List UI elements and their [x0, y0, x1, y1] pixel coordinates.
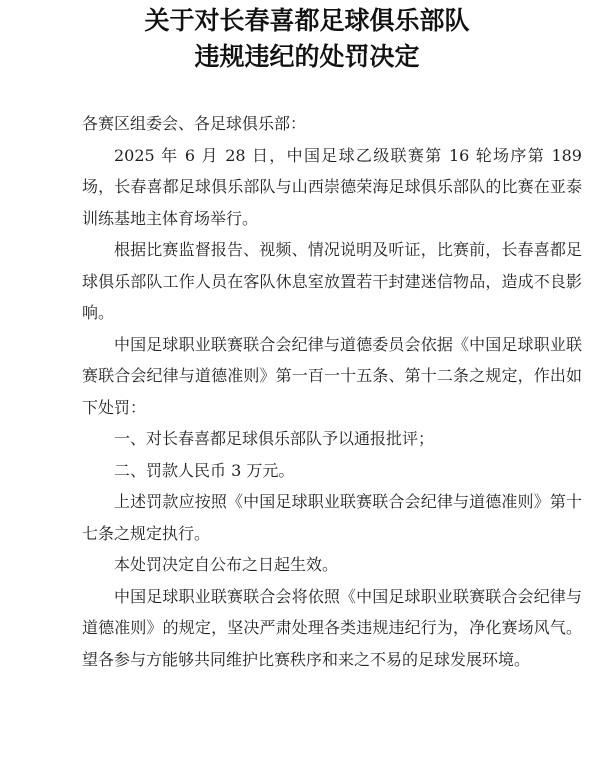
paragraph-fine-execution: 上述罚款应按照《中国足球职业联赛联合会纪律与道德准则》第十七条之规定执行。: [82, 492, 582, 543]
document-body: [82, 108, 582, 675]
document-title-line-2: 违规违纪的处罚决定: [194, 42, 420, 71]
penalty-item-2: 二、罚款人民币 3 万元。: [114, 460, 295, 480]
paragraph-basis: 中国足球职业联赛联合会纪律与道德委员会依据《中国足球职业联赛联合会纪律与道德准则》第一百一十五条、第十二条之规定，作出如下处罚：: [82, 334, 582, 417]
paragraph-closing: 中国足球职业联赛联合会将依照《中国足球职业联赛联合会纪律与道德准则》的规定，坚决严肃处理各类违规违纪行为，净化赛场风气。望各参与方能够共同维护比赛秩序和来之不易的足球发展环境。: [82, 586, 582, 669]
salutation: 各赛区组委会、各足球俱乐部：: [82, 114, 307, 133]
penalty-item-1: 一、对长春喜都足球俱乐部队予以通报批评；: [114, 429, 435, 448]
paragraph-effective-date: 本处罚决定自公布之日起生效。: [114, 555, 339, 574]
paragraph-match-info: 2025 年 6 月 28 日，中国足球乙级联赛第 16 轮场序第 189 场，长春喜都足球俱乐部队与山西崇德荣海足球俱乐部队的比赛在亚泰训练基地主体育场举行。: [82, 145, 582, 228]
document-title-line-1: 关于对长春喜都足球俱乐部队: [144, 6, 470, 35]
paragraph-findings: 根据比赛监督报告、视频、情况说明及听证，比赛前，长春喜都足球俱乐部队工作人员在客队休息室放置若干封建迷信物品，造成不良影响。: [82, 240, 582, 322]
